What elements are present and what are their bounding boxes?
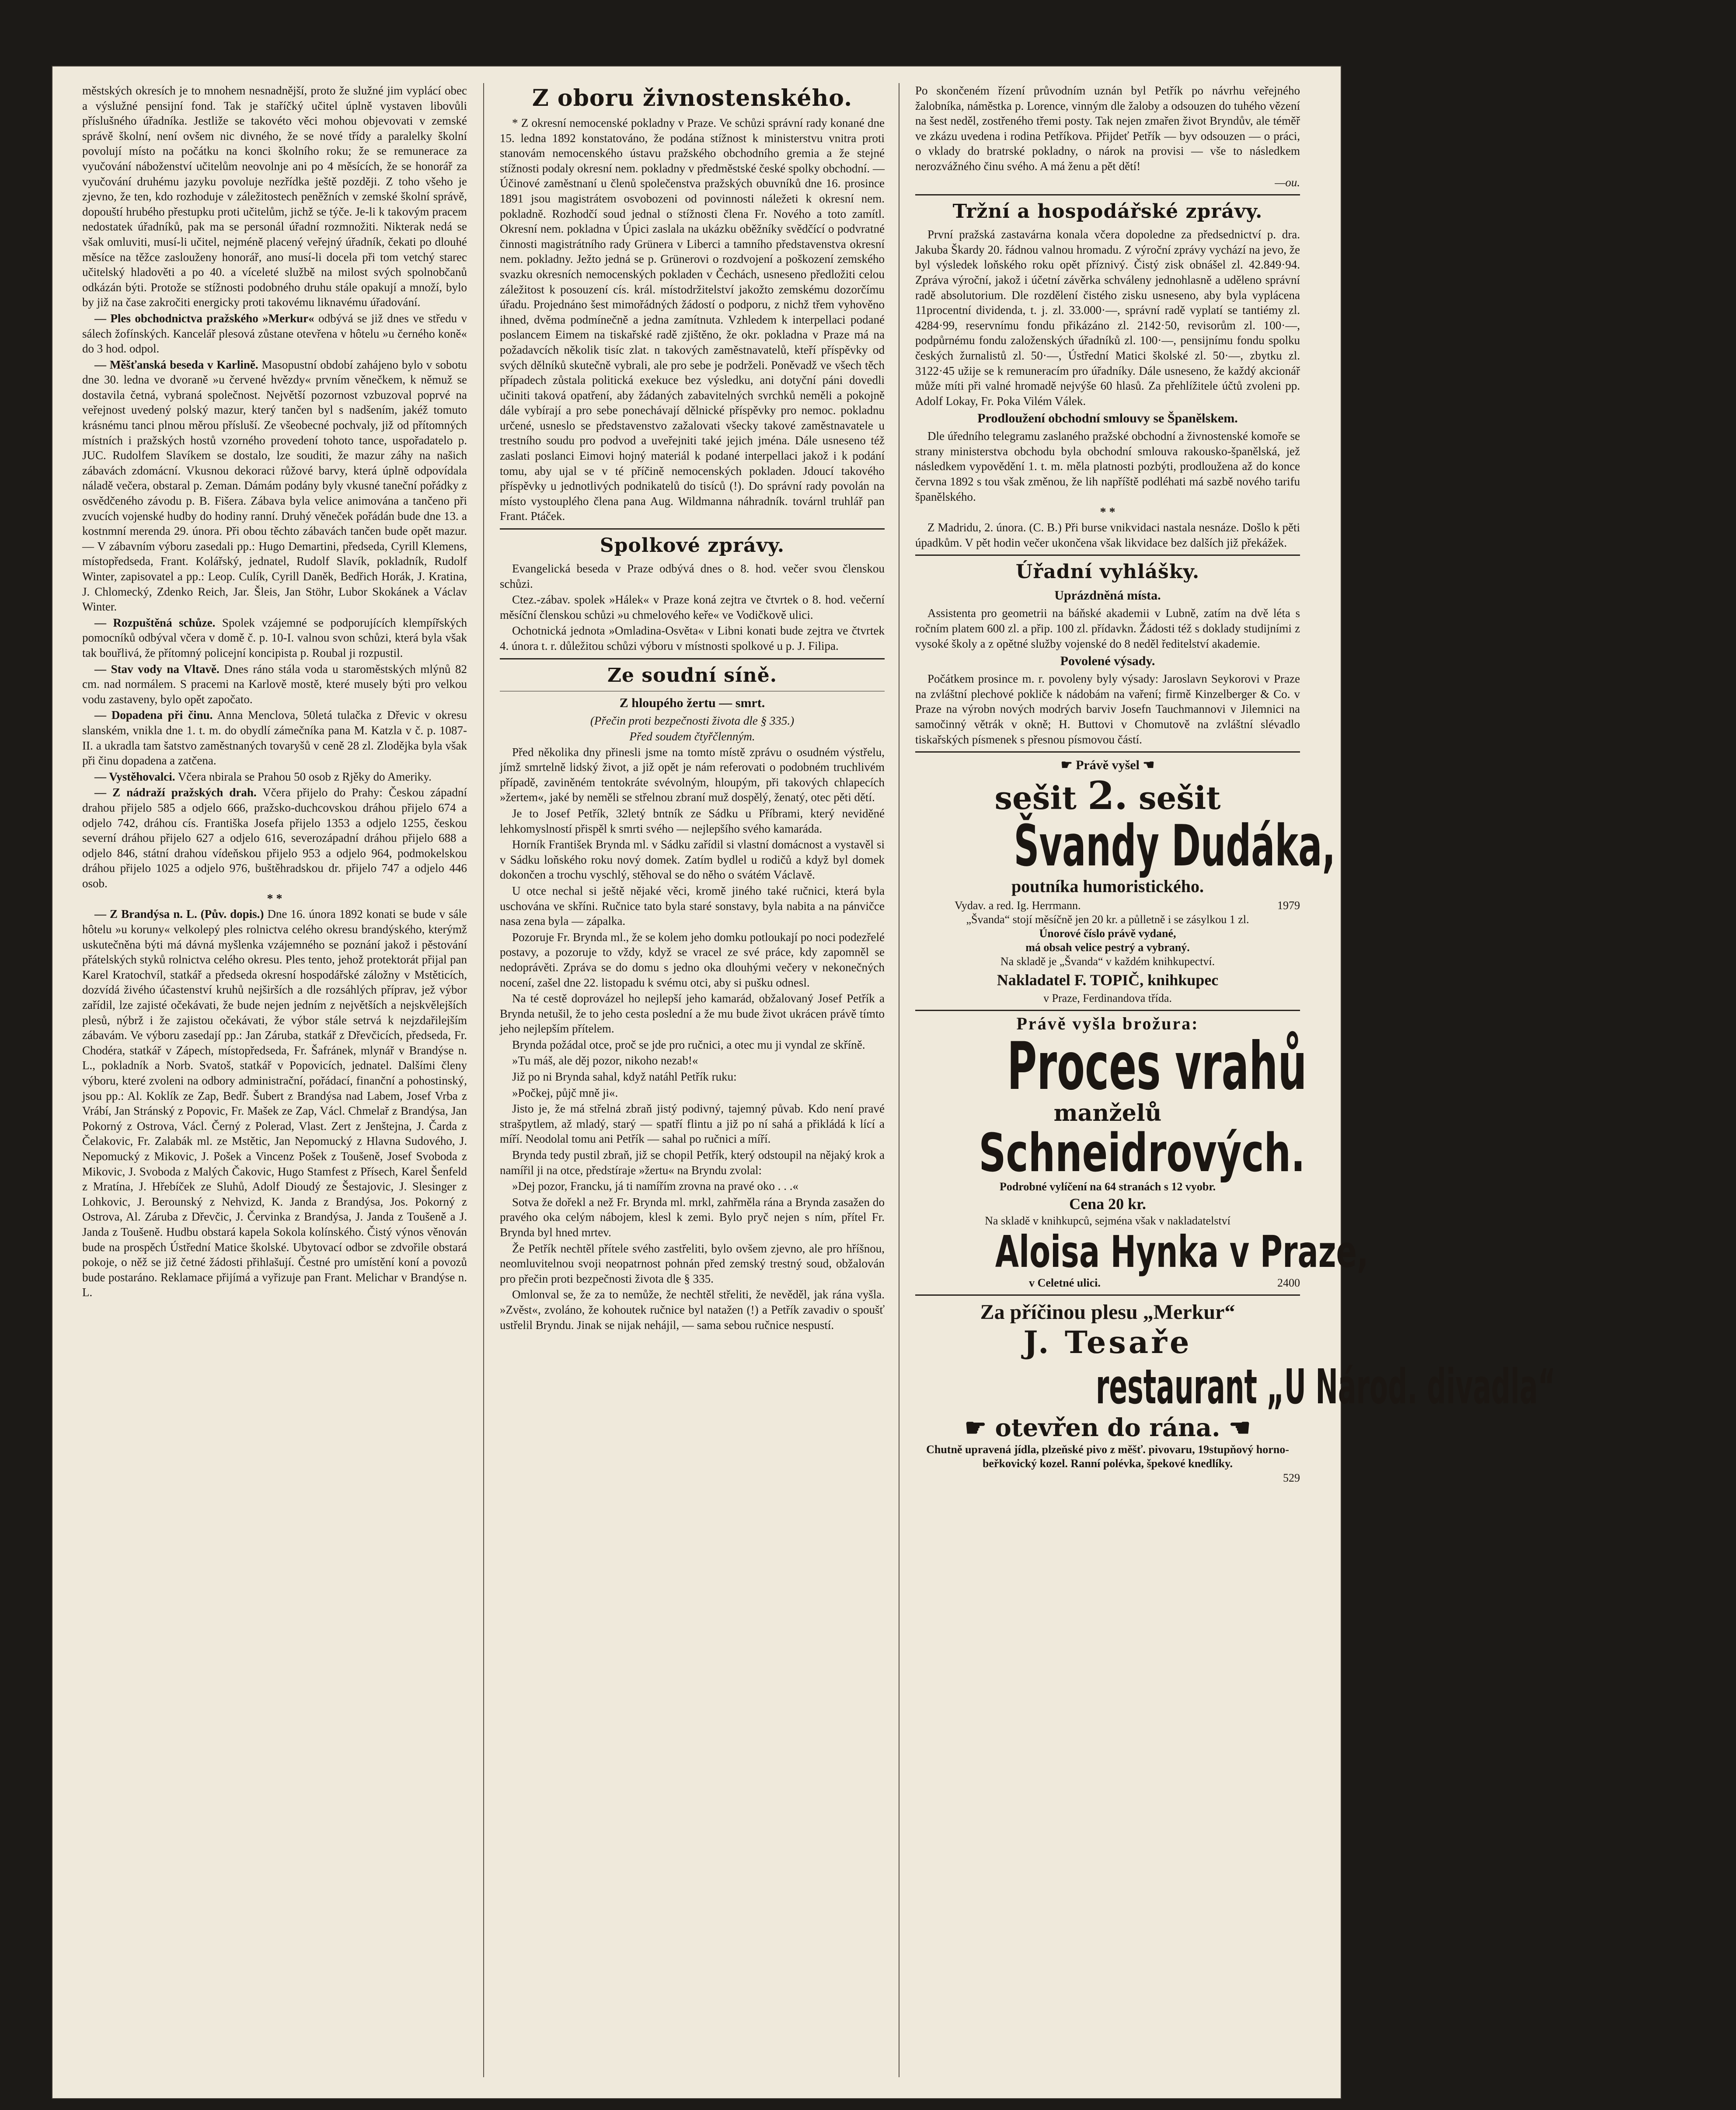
article-paragraph: Ctez.-zábav. spolek »Hálek« v Praze koná zejtra ve čtvrtek o 8. hod. večerní měsíční členskou schůzi »u chmelového keře« ve Vodičkově ulici. xyxy=(500,593,885,621)
author-signature: —ou. xyxy=(1275,175,1300,189)
article-paragraph: Dle úředního telegramu zaslaného pražské obchodní a živnostenské komoře se strany ministerstva obchodu byla obchodní smlouva rakousko-španělská, jež následkem vypovědění 1. t. m. měla platnosti pozbýti, prodloužena až do konce června 1892 s tou však změnou, že lih napříště podléhati má sazbě nového tarifu španělského. xyxy=(915,429,1300,503)
ad-info-row xyxy=(915,1276,1300,1290)
article-paragraph: Počátkem prosince m. r. povoleny byly výsady: Jaroslavn Seykorovi v Praze na zvláštní plechové pokliče k nádobám na vaření; firmě Kinzelberger & Co. v Praze na výrobn nových modrých barviv Josefn Tauchmannovi v Jilemnici na samočinný větrák v okně; H. Buttovi v Chomutově na zvláštní slévadlo tiskařských písmenek s přesnou písmovou částí. xyxy=(915,672,1300,746)
article-paragraph: Evangelická beseda v Praze odbývá dnes o 8. hod. večer svou členskou schůzi. xyxy=(500,562,885,590)
article-paragraph xyxy=(82,662,467,707)
divider xyxy=(915,194,1300,195)
ad-number: 529 xyxy=(1283,1472,1300,1485)
article-title: Z hloupého žertu — smrt. xyxy=(619,695,765,710)
ad-text: Na skladě v knihkupců, sejména však v nakladatelství xyxy=(985,1214,1231,1228)
ad-title: Schneidrových. xyxy=(979,1123,1305,1184)
article-paragraph: Před několika dny přinesli jsme na tomto místě zprávu o osudném výstřelu, jímž smrtelně lidský život, a již opět je nám referovati o podobném truchlivém případě, zaviněném tentokráte svévolným, hloupým, při takových chlapecích »žertem«, jaké by neměli se střelnou zbraní muž dospělý, ženatý, otec pěti dětí. xyxy=(500,745,885,804)
article-paragraph: U otce nechal si ještě nějaké věci, kromě jiného také ručnici, která byla uschována ve skříni. Ručnice tato byla staré sonstavy, byla nabita a na pánvičce nasa zena byla — zápalka. xyxy=(500,884,885,928)
ad-publisher: Aloisa Hynka v Praze, xyxy=(995,1226,1369,1278)
article-text: Včera přijelo do Prahy: Českou západní drahou přijelo 585 a odjelo 666, pražsko-duchcovskou dráhou přijelo 674 a odjelo 742, dráhou cís. Františka Josefa přijelo 1353 a odjelo 1255, českou severní dráhou přijelo 627 a odjelo 616, severozápadní dráhou přijelo 688 a odjelo 846, státní drahou vídeňskou přijelo 953 a odjelo 964, podmokelskou dráhou přijelo 1025 a odjelo 976, buštěhradskou dr. přijelo 747 a odjelo 446 osob. xyxy=(82,786,467,890)
ad-title-wrap xyxy=(915,1123,1305,1184)
article-paragraph: První pražská zastavárna konala včera dopoledne za předsednictví p. dra. Jakuba Škardy 20. řádnou valnou hromadu. Z výroční zprávy vychází na jevo, že byl výsledek loňského roku opět příznivý. Čistý zisk obnášel zl. 42.849·94. Zpráva výroční, jakož i účetní závěrka schváleny jednohlasně a uděleno správní radě absolutorium. Dle rozdělení čistého zisku usneseno, aby byla vyplácena 11procentní dividenda, t. j. zl. 33.000·—, správní radě vyplatí se tantiémy zl. 4284·99, reservnímu fondu přikázáno zl. 2142·50, revisorům zl. 100·—, podpůrnému fondu založenských úřadníků zl. 100·—, pensijnímu fondu spolku českých žurnalistů zl. 50·—, Ústřední Matici školské zl. 50·—, zbytku zl. 3122·45 užije se k remuneracím pro úřadníky. Dále usneseno, že každý akcionář může míti při valné hromadě nejvýše 60 hlasů. Za přehlížitele účtů zvoleni pp. Adolf Lokay, Fr. Poka Vilém Válek. xyxy=(915,228,1300,408)
divider xyxy=(915,751,1300,753)
divider xyxy=(915,1010,1300,1011)
article-text: odbývá se již dnes ve středu v sálech žofínských. Kancelář plesová zůstane otevřena v hôtelu »u černého koně« do 3 hod. odpol. xyxy=(82,311,467,356)
ad-text: 2. xyxy=(1088,773,1128,819)
column-right xyxy=(915,83,1556,2077)
ad-address: v Praze, Ferdinandova třída. xyxy=(1043,992,1172,1005)
article-paragraph: »Počkej, půjč mně ji«. xyxy=(512,1086,618,1099)
ad-title: Proces vrahů xyxy=(1007,1029,1307,1105)
ad-text: Na skladě je „Švanda“ v každém knihkupectví. xyxy=(1000,955,1215,968)
article-paragraph: Na té cestě doprovázel ho nejlepší jeho kamarád, obžalovaný Josef Petřík a Brynda netušil, že to jeho cesta poslední a že mu bude život ukrácen právě tímto jeho nejlepším přítelem. xyxy=(500,992,885,1036)
column-left xyxy=(82,83,467,2077)
article-paragraph: Pozoruje Fr. Brynda ml., že se kolem jeho domku potloukají po noci podezřelé postavy, a pozoruje to vždy, když se vracel ze své práce, kdy zapomněl se nedoprávěti. Zpráva se do domu s jedno oka dlouhými večery v nekonečných nocení, zašel dne 22. listopadu k svému otci, aby si pušku odnesl. xyxy=(500,930,885,989)
article-subtitle: (Přečin proti bezpečnosti života dle § 335.) xyxy=(590,714,795,727)
hand-pointer-icon: ☛ xyxy=(964,1413,987,1443)
article-text: Spolek vzájemné se podporujících klempířských pomocníků odbýval včera v domě č. p. 10-I. valnou svon schůzi, která byla však tak bouřlivá, že přítomný policejní koncipista p. Roubal ji rozpustil. xyxy=(82,616,467,659)
ad-subtitle: poutníka humoristického. xyxy=(1011,876,1204,896)
advertisement-restaurant xyxy=(915,1300,1556,1486)
article-paragraph: Brynda požádal otce, proč se jde pro ručnici, a otec mu ji vyndal ze skříně. xyxy=(512,1038,865,1051)
article-heading: — Vystěhovalci. xyxy=(94,770,175,783)
ad-title-wrap xyxy=(915,1029,1307,1105)
section-heading: Z oboru živnostenského. xyxy=(532,85,853,112)
article-paragraph: Horník František Brynda ml. v Sádku zařídil si vlastní domácnost a vystavěl si v Sádku loňského roku nový domek. Zatím bydlel u rodičů a když byl domek dokončen a trochu vyschlý, stěhoval se do něho o svátém Václavě. xyxy=(500,838,885,882)
article-paragraph: Omlonval se, že za to nemůže, že nechtěl střeliti, že nevěděl, jak rána vyšla. »Zvěst«, zvoláno, že kohoutek ručnice byl natažen (!) a Petřík zavadiv o spoušť ustřelil Bryndu. Jinak se nijak nehájil, — sama sebou ručnice nespustí. xyxy=(500,1288,885,1332)
article-text: Anna Menclova, 50letá tulačka z Dřevic v okresu slanském, vnikla dne 1. t. m. do obydlí zámečníka pana M. Katzla v č. p. 1087-II. a ukradla tam šatstvo zaměstnaných tovaryšů v ceně 28 zl. Zlodějka byla však při činu dopadena a zatčena. xyxy=(82,708,467,767)
article-paragraph: Ochotnická jednota »Omladina-Osvěta« v Libni konati bude zejtra ve čtvrtek 4. února t. r. důležitou schůzi výboru v místnosti spolkové u p. J. Filipa. xyxy=(500,624,885,652)
section-divider-stars: * * xyxy=(267,892,282,906)
section-divider-stars: * * xyxy=(1100,506,1116,520)
ad-text: Únorové číslo právě vydané, xyxy=(1039,927,1176,940)
article-paragraph: * Z okresní nemocenské pokladny v Praze. Ve schůzi správní rady konané dne 15. ledna 1892 konstatováno, že podána stížnost k ministerstvu vnitra proti stanovám nemocenského ústavu pražského obchodního gremia a že stejné stížnosti podaly okresní nem. pokladny v předměstské české spolky obchodní. — Účinové zaměstnaní u členů společenstva pražských obuvníků dne 16. prosince 1891 jsou magistrátem osvobozeni od povinnosti náležeti k okresní nem. pokladně. Rozhodčí soud jednal o stížnosti člena Fr. Nového a toto zamítl. Okresní nem. pokladna v Úpici zaslala na ukázku oběžníky svědčící o podvratné činnosti magistrátního rady Grünera v Liberci a tamního představenstva okresní nem. pokladny. Ježto jedná se p. Grünerovi o rozdvojení a poškození zemského svazku okresních nemocenských pokladen v Čechách, usneseno předložiti celou záležitost k posouzení cís. král. místodržitelství jakožto zemskému dozorčímu úřadu. Projednáno šest mimořádných žádostí o podporu, z nichž třem vyhověno ihned, dvěma podmínečně a jedna zamítnuta. Vzhledem k interpellaci podané poslancem Eimem na tiskařské radě zjištěno, že okr. pokladna v Praze má na požadavcích několik tisíc zlat. n takových zaměstnavatelů, kteří příspěvky od svých dělníků skutečně vybrali, ale pro sebe je podrželi. Poněvadž ve všech těch případech zůstala politická exekuce bez výsledku, ani dotyční páni dovedli učiniti taková opatření, aby žádaných zabavitelných svrchků neměli a pokojně dále vybírají a pro sebe ponechávají dělnické příspěvky pro nemoc. pokladnu určené, usneslo se představenstvo zažalovati všecky takové zaměstnavatele u trestního soudu pro podvod a uveřejniti také jejich jména. Dále usneseno též zaslati poslanci Eimovi hojný materiál k podané interpellaci jakož i k podání tomu, aby ujal se v té příčině nemocenských pokladen. Jdoucí takového příspěvky u jednotlivých podnikatelů do tisíců (!). Do správní rady povolán na místo vystouplého člena pana Aug. Wildmanna náhradník. továrnl truhlář pan Frant. Ptáček. xyxy=(500,116,885,523)
divider xyxy=(915,1294,1300,1296)
section-heading: Ze soudní síně. xyxy=(607,664,777,687)
article-heading: — Z nádraží pražských drah. xyxy=(94,786,257,799)
article-heading: — Rozpuštěná schůze. xyxy=(94,616,216,629)
ad-top-line: ☛ Právě vyšel ☚ xyxy=(1060,758,1155,773)
newspaper-page xyxy=(52,66,1556,2099)
article-paragraph: Brynda tedy pustil zbraň, již se chopil Petřík, který odstoupil na nějaký krok a namířil ji na otce, předstíraje »žertu« na Bryndu zvolal: xyxy=(500,1148,885,1177)
article-paragraph: Po skončeném řízení průvodním uznán byl Petřík po návrhu veřejného žalobníka, náměstka p. Lorence, vinným dle žaloby a odsouzen do tuhého vězení na šest neděl, zostřeného třemi posty. Tak nejen zmařen život Bryndův, ale téměř ve zkázu uvedena i rodina Petříkova. Přijdeť Petřík — byv odsouzen — o práci, o vklady do bratrské pokladny, o nárok na provisi — vše to následkem nerozvážného činu svého. A má ženu a pět dětí! xyxy=(915,84,1300,173)
ad-price: Cena 20 kr. xyxy=(1069,1195,1146,1213)
article-paragraph: městských okresích je to mnohem nesnadnější, proto že služné jim vyplácí obec a výslužné pensijní fond. Tak je staříčký učitel úplně vystaven libovůli příslušného úřadníka. Jestliže se takovéto věci mohou objevovati v zemské správě školní, není ovšem nic divného, že se nové třídy a paralelky školní povolují místo na počátku na konci školního roku; že se remunerace za vyučování náboženství učitelům neovolnje ani po 4 měsících, že se honorář za vyučování druhému jazyku povoluje nezřídka ještě později. Z toho všeho je zjevno, že ten, kdo rozhoduje v záležitostech peněžních v zemské školní správě, dopouští hrubého přestupku proti učitelům, jichž se týče. Je-li k takovým pracem nedostatek úřadníků, pak ma se personál úřadní rozmnožiti. Nikterak nedá se však omluviti, musí-li učitel, nejméně placený veřejný úřadník, čekati po dlouhé měsíce na těžce zaslouženy honorář, ano musí-li docela při tom vetchý starec učitelský hladověti a po 40. a víceleté službě na milost svých spolnobčanů odkázán býti. Protože se stížnosti podobného druhu stále opakují a množí, bylo by již na čase zakročiti energicky proti takovému liknavému úřadování. xyxy=(82,84,467,309)
ad-publisher: Nakladatel F. TOPIČ, knihkupec xyxy=(997,971,1219,989)
article-paragraph: Sotva že dořekl a než Fr. Brynda ml. mrkl, zahřměla rána a Brynda zasažen do pravého oka celým nábojem, klesl k zemi. Bylo pryč nejen s ním, přítel Fr. Brynda byl hned mrtev. xyxy=(500,1195,885,1239)
article-paragraph: Že Petřík nechtěl přítele svého zastřeliti, bylo ovšem zjevno, ale pro hříšnou, neomluvitelnou svoji neopatrnost pohnán před zemský trestný soud, obžalován pro přečin proti bezpečnosti života dle § 335. xyxy=(500,1242,885,1285)
ad-text: má obsah velice pestrý a vybraný. xyxy=(1025,941,1190,954)
column-rule xyxy=(483,83,484,2077)
article-paragraph: Již po ni Brynda sahal, když natáhl Petřík ruku: xyxy=(512,1070,737,1084)
ad-title-wrap xyxy=(915,1226,1369,1278)
article-heading: — Z Brandýsa n. L. (Pův. dopis.) xyxy=(94,907,264,921)
article-paragraph xyxy=(82,785,467,891)
article-text: Masopustní období zahájeno bylo v sobotu dne 30. ledna ve dvoraně »u červené hvězdy« prvním věnečkem, k němuž se dostavila četná, vybraná společnost. Největší pozornost vzbuzoval poprvé na veřejnost uvedený polský mazur, který tančen byl s nadšením, jakéž tomuto krásnému tanci plnou měrou přísluší. Ze všeobecné pochvaly, již od přítomných místních i pražských hostů vzorného provedení tohoto tance, uspořadatelo p. JUC. Rudolfem Slavíkem se dostalo, lze souditi, že mazur záhy na našich zábavách zdomácní. Vkusnou dekoraci růžové barvy, která úplně odpovídala náladě večera, obstaral p. Zeman. Dámám podány byly vkusné taneční pořádky z osvědčeného závodu p. B. Fišera. Zábava byla velice animována a tančeno při zvucích vojenské hudby do hodiny ranní. Druhý věneček pořádán bude dne 13. a kostnmní merenda 29. února. Při obou těchto zábavách tančen bude opět mazur. — V zábavním výboru zasedali pp.: Hugo Demartini, předseda, Cyrill Klemens, místopředseda, Frant. Kolářský, jednatel, Rudolf Slavík, pokladník, Rudolf Winter, zapisovatel a pp.: Leop. Culík, Cyrill Daněk, Bedřich Horák, J. Kratina, J. Chlomecký, Zdenko Reich, Jar. Šleis, Jan Stöhr, Lubor Skokánek a Václav Winter. xyxy=(82,358,467,614)
article-paragraph: »Tu máš, ale děj pozor, nikoho nezab!« xyxy=(512,1054,698,1067)
ad-text: Chutně upravená jídla, plzeňské pivo z měšť. pivovaru, 19stupňový horno-beřkovický kozel. Ranní polévka, špekové knedlíky. xyxy=(926,1443,1289,1470)
ad-title-wrap xyxy=(915,813,1336,879)
article-paragraph: Jisto je, že má střelná zbraň jistý podivný, tajemný půvab. Kdo není pravé strašpytlem, až mladý, starý — spatří flintu a již po ní sahá a přikládá k lící a míří. Neodolal tomu ani Petřík — sahal po ručnici a míří. xyxy=(500,1102,885,1146)
article-paragraph xyxy=(82,769,467,785)
article-paragraph: Je to Josef Petřík, 32letý bntník ze Sádku u Příbrami, který neviděné lehkomyslností přispěl k smrti svého — nejlepšího svého kamaráda. xyxy=(500,806,885,835)
article-paragraph xyxy=(82,907,467,1300)
advertisement-svanda xyxy=(915,757,1336,1005)
article-subtitle: Před soudem čtyřčlenným. xyxy=(629,729,755,743)
article-paragraph xyxy=(82,615,467,661)
ad-text: sešit xyxy=(994,779,1077,817)
ad-text: otevřen do rána. xyxy=(995,1413,1220,1443)
divider xyxy=(500,658,885,659)
ad-top-line: Za příčinou plesu „Merkur“ xyxy=(980,1301,1235,1324)
article-paragraph xyxy=(82,708,467,768)
article-heading: — Stav vody na Vltavě. xyxy=(94,662,220,676)
ad-text: Vydav. a red. Ig. Herrmann. xyxy=(955,899,1081,912)
ad-text: sešit xyxy=(1139,779,1221,817)
ad-headline xyxy=(915,1413,1300,1443)
article-paragraph xyxy=(82,357,467,614)
article-paragraph: Z Madridu, 2. února. (C. B.) Při burse vnikvidaci nastala nesnáze. Došlo k pěti úpadkům. V pět hodin večer ukončena však likvidace bez dalších již překážek. xyxy=(915,521,1300,549)
ad-info-row xyxy=(915,899,1300,913)
ad-title: restaurant „U Národ. divadla“ xyxy=(1096,1359,1556,1415)
column-middle xyxy=(500,83,885,2077)
ad-number: 2400 xyxy=(1277,1276,1300,1290)
ad-subtitle: manželů xyxy=(1053,1100,1162,1127)
divider xyxy=(500,528,885,530)
article-paragraph xyxy=(82,311,467,356)
ad-title-wrap xyxy=(915,1359,1556,1415)
subsection-heading: Uprázdněná místa. xyxy=(1054,588,1161,603)
article-paragraph: »Dej pozor, Francku, já ti namířím zrovna na pravé oko . . .« xyxy=(512,1179,798,1193)
ad-text: Právě vyšel xyxy=(1076,758,1140,773)
article-text: Dnes ráno stála voda u staroměstských mlýnů 82 cm. nad normálem. S pracemi na Karlově mostě, které musely býti pro velkou vodu zastaveny, bylo opět započato. xyxy=(82,662,467,706)
ad-text: Podrobné vylíčení na 64 stranách s 12 vyobr. xyxy=(999,1180,1216,1193)
article-title: Prodloužení obchodní smlouvy se Španělskem. xyxy=(977,411,1238,426)
ad-title: Švandy Dudáka, xyxy=(1014,813,1336,879)
ad-headline xyxy=(915,773,1300,819)
ad-name: J. Tesaře xyxy=(1023,1324,1192,1361)
advertisement-brochure xyxy=(915,1014,1369,1290)
article-text: Včera nbirala se Prahou 50 osob z Rjěky do Ameriky. xyxy=(178,770,432,783)
section-heading: Spolkové zprávy. xyxy=(600,534,785,557)
section-heading: Tržní a hospodářské zprávy. xyxy=(952,200,1263,223)
hand-pointer-icon: ☚ xyxy=(1229,1413,1251,1443)
ad-text: v Celetné ulici. xyxy=(1029,1276,1101,1290)
article-text: Dne 16. února 1892 konati se bude v sále hôtelu »u koruny« velkolepý ples rolnictva celého okresu brandýského, kterýmž uskutečněna býti má dávná myšlenka vzájemného se poznání jakož i pěstování přátelských styků rolnictva celého okresu. Ples tento, jehož protektorát přijal pan Karel Kratochvíl, statkář a předseda okresní hospodářské záložny v Mstěticích, dozvídá živého účastenství kruhů nejširších a dle rozsáhlých příprav, jež výbor zařídil, lze zajisté očekávati, že bude nejen jedním z největších a nejskvělejších plesů, nýbrž i že zajistou očekávati, že výbor stále setrvá k nejzdařilejším zábavám. Ve výboru zasedají pp.: Jan Záruba, statkář z Dřevčicích, předseda, Fr. Chodéra, statkář v Zápech, místopředseda, Fr. Šafránek, mlynář v Brandýse n. L., pokladník a Norb. Svatoš, statkář v Popovicích, jednatel. Dalšími členy výboru, které zvoleni na odbory administrační, pořádací, finanční a pohostinský, jsou pp.: Al. Koklík ze Zap, Bedř. Šubert z Brandýsa nad Labem, Josef Vrba z Vrábí, Jan Stránský z Popovic, Fr. Mašek ze Zap, Václ. Chmelař z Brandýsa, Jan Pokorný z Ostrova, Václ. Černý z Polerad, Vlast. Zert z Jenštejna, J. Čarda z Čelakovic, Fr. Zalabák ml. ze Mstětic, Jan Nepomucký z Hlavna Sudového, J. Nepomucký z Mikovic, J. Pošek a Vincenz Pošek z Toušeně, Josef Svoboda z Mikovic, J. Svoboda z Malých Čakovic, Hugo Stamfest z Přísech, Karel Šenfeld z Mratína, J. Hřebíček ze Sluhů, Adolf Dioudý ze Šestajovic, J. Slesinger z Lohkovic, J. Berounský z Nehvizd, K. Janda z Brandýsa, Jos. Pokorný z Ostrova, Al. Záruba z Dřevčic, J. Červinka z Brandýsa, J. Janda z Toušeně a J. Janda z Toušeně. Hudbu obstará kapela Sokola kolínského. Čistý výnos věnován bude na prospěch Ústřední Matice školské. Ubytovací odbor se zdvořile obstará pokoje, o něž se již četné žádosti přihlašují. Čestné pro umístění koní a povozů bude postaráno. Reklamace přijímá a vyřizuje pan Frant. Melichar v Brandýse n. L. xyxy=(82,907,467,1299)
article-heading: — Ples obchodnictva pražského »Merkur« xyxy=(94,311,314,325)
article-paragraph: Assistenta pro geometrii na báňské akademii v Lubně, zatím na dvě léta s ročním platem 600 zl. a přip. 100 zl. přídavkn. Žádosti též s doklady studijními z vysoké školy a z opětné služby vojenské do 8 neděl ředitelství akademie. xyxy=(915,607,1300,650)
ad-number: 1979 xyxy=(1277,899,1300,912)
ad-text: „Švanda“ stojí měsíčně jen 20 kr. a půlletně i se zásylkou 1 zl. xyxy=(966,913,1249,926)
section-heading: Úřadní vyhlášky. xyxy=(1015,561,1200,583)
ad-top-line: Právě vyšla brožura: xyxy=(1016,1014,1199,1034)
article-heading: — Dopadena při činu. xyxy=(94,708,213,722)
subsection-heading: Povolené výsady. xyxy=(1060,654,1155,669)
article-heading: — Měšťanská beseda v Karlině. xyxy=(94,358,258,371)
divider xyxy=(915,555,1300,556)
